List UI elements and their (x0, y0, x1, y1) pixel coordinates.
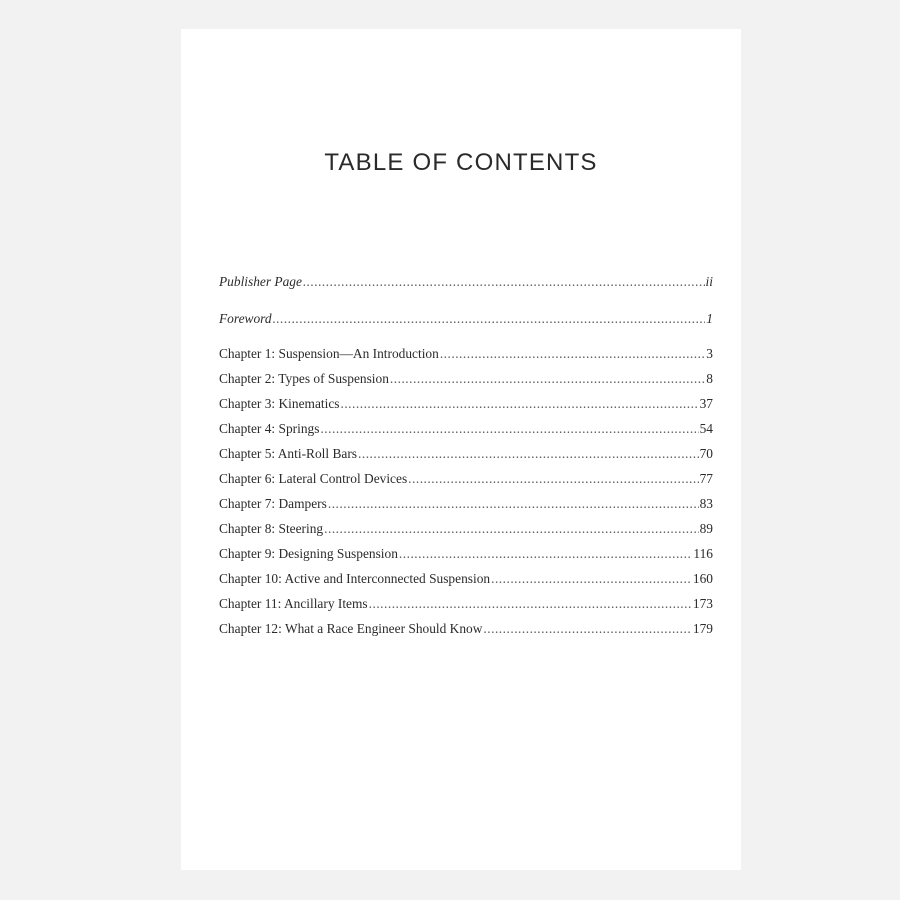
toc-entry-label: Chapter 4: Springs (219, 421, 320, 436)
toc-entry-chapter-4[interactable] (219, 416, 713, 441)
toc-entry-chapter-8[interactable] (219, 516, 713, 541)
toc-entry-chapter-7[interactable] (219, 491, 713, 516)
dot-leader (491, 566, 692, 591)
toc-entry-label: Chapter 9: Designing Suspension (219, 546, 398, 561)
toc-entry-page-number: 54 (699, 421, 713, 436)
toc-entry-page-number: 160 (692, 571, 713, 586)
toc-entry-label: Chapter 2: Types of Suspension (219, 371, 389, 386)
dot-leader (324, 516, 698, 541)
toc-entry-chapter-1[interactable] (219, 341, 713, 366)
toc-entry-label: Chapter 10: Active and Interconnected Suspension (219, 571, 491, 586)
dot-leader (320, 416, 698, 441)
toc-entry-page-number: 77 (699, 471, 713, 486)
toc-entry-chapter-5[interactable] (219, 441, 713, 466)
toc-entry-label: Chapter 5: Anti-Roll Bars (219, 446, 357, 461)
toc-entry-label: Foreword (219, 311, 272, 326)
dot-leader (273, 306, 706, 331)
toc-entry-chapter-9[interactable] (219, 541, 713, 566)
toc-entry-publisher-page[interactable] (219, 269, 713, 294)
table-of-contents (219, 269, 713, 641)
toc-entry-chapter-2[interactable] (219, 366, 713, 391)
dot-leader (440, 341, 705, 366)
dot-leader (399, 541, 693, 566)
page-title: TABLE OF CONTENTS (324, 149, 598, 176)
dot-leader (390, 366, 705, 391)
toc-entry-label: Chapter 8: Steering (219, 521, 324, 536)
dot-leader (483, 616, 692, 641)
dot-leader (340, 391, 698, 416)
toc-entry-chapter-10[interactable] (219, 566, 713, 591)
toc-entry-page-number: 8 (706, 371, 713, 386)
toc-entry-foreword[interactable] (219, 306, 713, 331)
toc-entry-page-number: 1 (706, 311, 713, 326)
toc-entry-label: Chapter 1: Suspension—An Introduction (219, 346, 439, 361)
toc-entry-label: Chapter 11: Ancillary Items (219, 596, 368, 611)
toc-entry-page-number: 37 (699, 396, 713, 411)
dot-leader (369, 591, 692, 616)
toc-entry-page-number: 70 (699, 446, 713, 461)
toc-entry-label: Chapter 12: What a Race Engineer Should Know (219, 621, 483, 636)
toc-entry-label: Chapter 3: Kinematics (219, 396, 340, 411)
book-page (181, 29, 741, 870)
dot-leader (408, 466, 698, 491)
dot-leader (328, 491, 699, 516)
dot-leader (358, 441, 699, 466)
toc-entry-page-number: 179 (692, 621, 713, 636)
toc-entry-page-number: ii (705, 274, 713, 289)
toc-entry-page-number: 173 (692, 596, 713, 611)
toc-entry-label: Chapter 6: Lateral Control Devices (219, 471, 408, 486)
toc-entry-page-number: 3 (706, 346, 713, 361)
toc-entry-label: Publisher Page (219, 274, 302, 289)
toc-entry-chapter-6[interactable] (219, 466, 713, 491)
dot-leader (303, 269, 705, 294)
toc-entry-label: Chapter 7: Dampers (219, 496, 327, 511)
toc-entry-chapter-3[interactable] (219, 391, 713, 416)
toc-entry-chapter-12[interactable] (219, 616, 713, 641)
toc-entry-page-number: 116 (693, 546, 713, 561)
toc-entry-page-number: 89 (699, 521, 713, 536)
toc-entry-chapter-11[interactable] (219, 591, 713, 616)
toc-entry-page-number: 83 (699, 496, 713, 511)
